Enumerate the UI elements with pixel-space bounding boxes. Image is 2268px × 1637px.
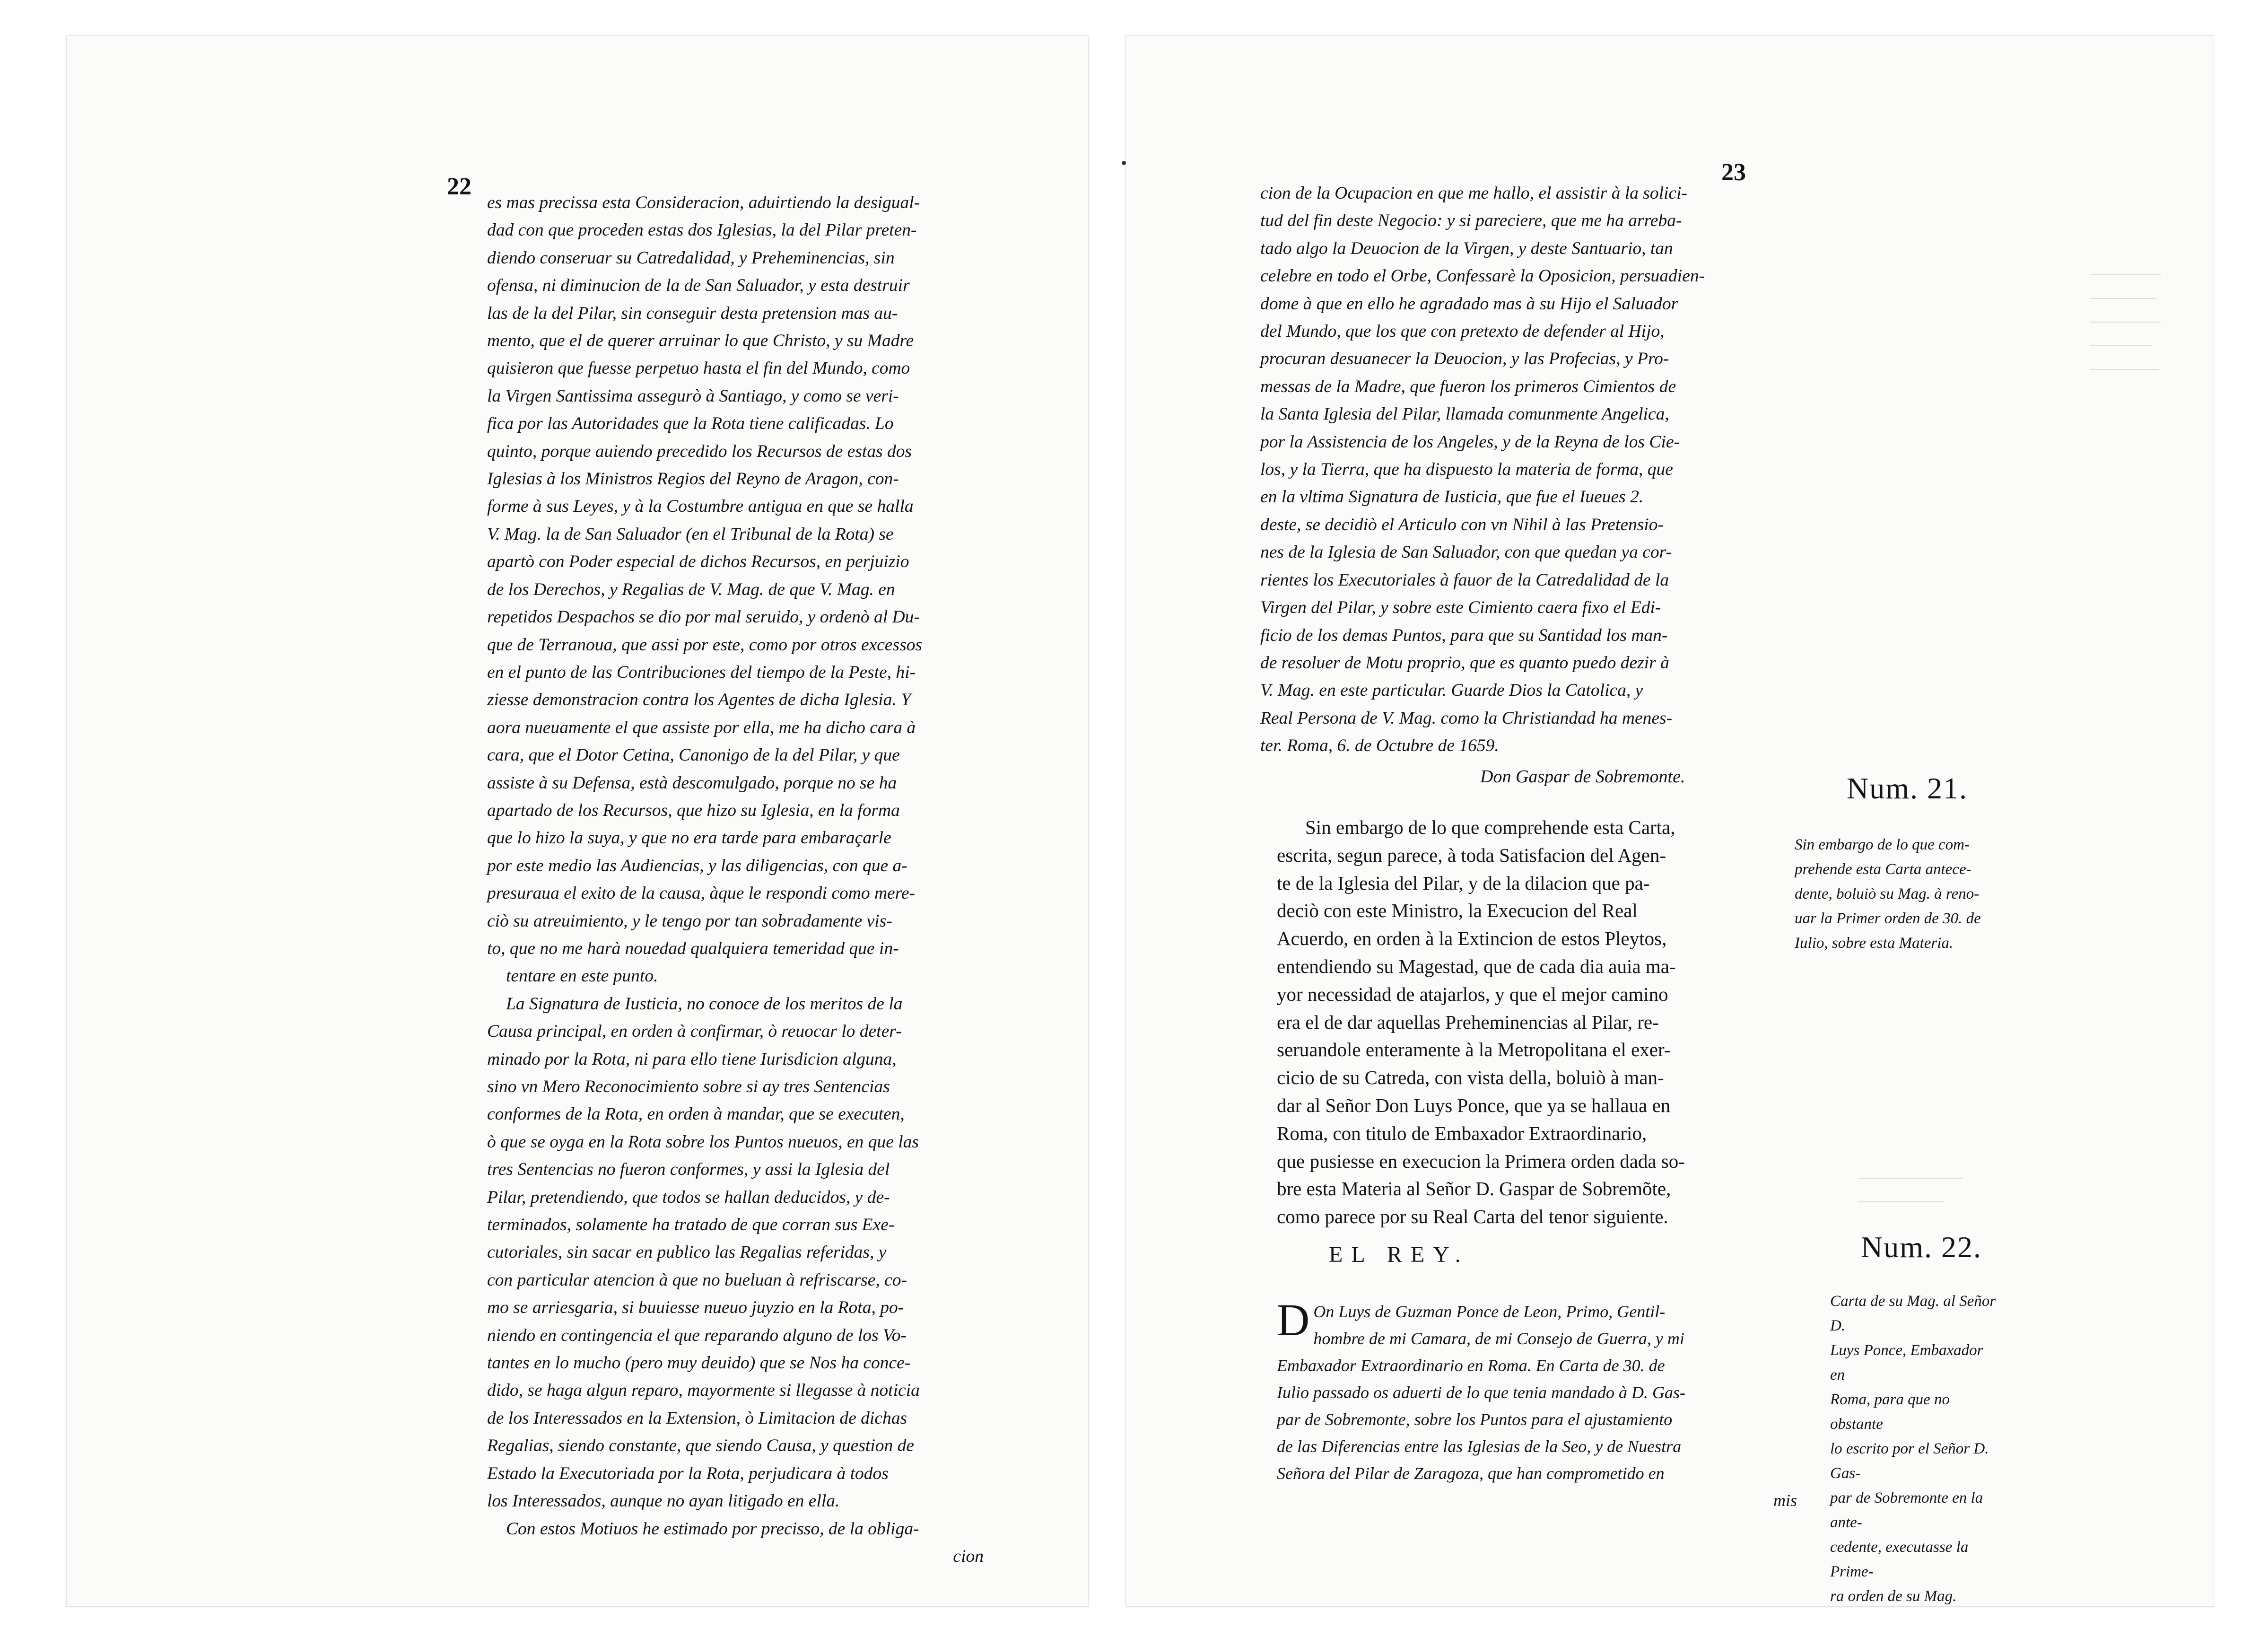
text-line: hombre de mi Camara, de mi Consejo de Guerra, y mi <box>1313 1329 1684 1348</box>
margin-note-line: ra orden de su Mag. <box>1830 1588 1957 1605</box>
text-line: Sin embargo de lo que comprehende esta Carta, <box>1305 816 1675 838</box>
text-line: conformes de la Rota, en orden à mandar, que se executen, <box>487 1104 905 1124</box>
text-line: Embaxador Extraordinario en Roma. En Carta de 30. de <box>1277 1356 1665 1375</box>
text-line: dome à que en ello he agradado mas à su Hijo el Saluador <box>1260 294 1678 314</box>
margin-note-line: lo escrito por el Señor D. Gas- <box>1830 1440 1989 1482</box>
margin-note-line: cedente, executasse la Prime- <box>1830 1539 1969 1580</box>
text-line: en el punto de las Contribuciones del tiempo de la Peste, hi- <box>487 662 916 682</box>
text-line: cion <box>953 1546 984 1566</box>
text-line: On Luys de Guzman Ponce de Leon, Primo, Gentil- <box>1313 1302 1666 1321</box>
text-line: que lo hizo la suya, y que no era tarde para embaraçarle <box>487 828 891 848</box>
page-number-right: 23 <box>1721 159 1746 186</box>
page-number-left: 22 <box>447 173 471 200</box>
text-line: presuraua el exito de la causa, àque le respondi como mere- <box>487 884 915 903</box>
text-line: dad con que proceden estas dos Iglesias, la del Pilar preten- <box>487 220 917 240</box>
text-line: Estado la Executoriada por la Rota, perjudicara à todos <box>487 1463 889 1483</box>
text-line: en la vltima Signatura de Iusticia, que fue el Iueues 2. <box>1260 487 1644 507</box>
gutter-dot <box>1122 161 1126 165</box>
text-line: Virgen del Pilar, y sobre este Cimiento caera fixo el Edi- <box>1260 598 1661 618</box>
margin-note-line: par de Sobremonte en la ante- <box>1830 1489 1983 1531</box>
el-rey-heading: EL REY. <box>1329 1242 1469 1267</box>
text-line: cara, que el Dotor Cetina, Canonigo de la del Pilar, y que <box>487 745 900 765</box>
text-line: terminados, solamente ha tratado de que corran sus Exe- <box>487 1215 895 1235</box>
text-line: mis <box>1773 1491 1797 1510</box>
text-line: ziesse demonstracion contra los Agentes de dicha Iglesia. Y <box>487 690 911 710</box>
text-line: Roma, con titulo de Embaxador Extraordinario, <box>1277 1122 1647 1144</box>
text-line: ficio de los demas Puntos, para que su Santidad los man- <box>1260 625 1668 645</box>
text-line: quisieron que fuesse perpetuo hasta el fin del Mundo, como <box>487 359 910 378</box>
text-line: las de la del Pilar, sin conseguir desta pretension mas au- <box>487 303 898 323</box>
text-line: procuran desuanecer la Deuocion, y las Profecias, y Pro- <box>1260 349 1669 369</box>
show-through-block <box>2090 265 2166 388</box>
text-line: de los Interessados en la Extension, ò Limitacion de dichas <box>487 1408 907 1428</box>
drop-cap: D <box>1277 1295 1310 1345</box>
text-line: tud del fin deste Negocio: y si pareciere, que me ha arreba- <box>1260 211 1682 231</box>
text-line: nes de la Iglesia de San Saluador, con que quedan ya cor- <box>1260 543 1672 562</box>
royal-letter-text <box>1277 1295 1797 1514</box>
text-line: por este medio las Audiencias, y las diligencias, con que a- <box>487 856 907 875</box>
text-line: apartado de los Recursos, que hizo su Iglesia, en la forma <box>487 800 900 820</box>
text-line: Pilar, pretendiendo, que todos se hallan deducidos, y de- <box>487 1187 890 1207</box>
text-line: ciò su atreuimiento, y le tengo por tan sobradamente vis- <box>487 911 892 931</box>
text-line: Señora del Pilar de Zaragoza, que han comprometido en <box>1277 1464 1665 1483</box>
margin-note-line: uar la Primer orden de 30. de <box>1795 910 1981 927</box>
text-line: de resoluer de Motu proprio, que es quanto puedo dezir à <box>1260 653 1669 673</box>
margin-note-line: Carta de su Mag. al Señor D. <box>1830 1293 1996 1334</box>
text-line: mo se arriesgaria, si buuiesse nueuo juyzio en la Rota, po- <box>487 1298 904 1318</box>
text-line: tado algo la Deuocion de la Virgen, y deste Santuario, tan <box>1260 238 1673 258</box>
text-line: tres Sentencias no fueron conformes, y assi la Iglesia del <box>487 1160 890 1180</box>
text-line: aora nueuamente el que assiste por ella, me ha dicho cara à <box>487 718 916 737</box>
text-line: Acuerdo, en orden à la Extincion de estos Pleytos, <box>1277 928 1667 950</box>
text-line: de los Derechos, y Regalias de V. Mag. de que V. Mag. en <box>487 579 895 599</box>
text-line: rientes los Executoriales à fauor de la Catredalidad de la <box>1260 570 1669 590</box>
margin-note-num21 <box>1795 832 2003 955</box>
text-line: Iulio passado os aduerti de lo que tenia mandado à D. Gas- <box>1277 1383 1685 1402</box>
text-line: Con estos Motiuos he estimado por precisso, de la obliga- <box>506 1519 919 1539</box>
margin-note-line: prehende esta Carta antece- <box>1795 861 1971 878</box>
text-line: Regalias, siendo constante, que siendo Causa, y question de <box>487 1436 915 1456</box>
text-line: forme à sus Leyes, y à la Costumbre antigua en que se halla <box>487 497 914 516</box>
text-line: celebre en todo el Orbe, Confessarè la Oposicion, persuadien- <box>1260 266 1705 286</box>
margin-note-line: Luys Ponce, Embaxador en <box>1830 1342 1983 1383</box>
text-line: apartò con Poder especial de dichos Recursos, en perjuizio <box>487 552 909 572</box>
text-line: la Virgen Santissima assegurò à Santiago, y como se veri- <box>487 386 899 406</box>
text-line: te de la Iglesia del Pilar, y de la dilacion que pa- <box>1277 872 1650 894</box>
margin-heading-num22: Num. 22. <box>1861 1230 1982 1264</box>
text-line: messas de la Madre, que fueron los primeros Cimientos de <box>1260 376 1676 396</box>
text-line: era el de dar aquellas Preheminencias al Pilar, re- <box>1277 1011 1659 1033</box>
royal-letter-lines <box>1277 1295 1797 1514</box>
signature: Don Gaspar de Sobremonte. <box>1480 767 1685 787</box>
text-line: bre esta Materia al Señor D. Gaspar de Sobremõte, <box>1277 1178 1671 1200</box>
text-line: tantes en lo mucho (pero muy deuido) que se Nos ha conce- <box>487 1353 911 1373</box>
text-line: diendo conseruar su Catredalidad, y Preheminencias, sin <box>487 248 895 268</box>
text-line: por la Assistencia de los Angeles, y de la Reyna de los Cie- <box>1260 432 1680 452</box>
text-line: to, que no me harà nouedad qualquiera temeridad que in- <box>487 938 899 958</box>
text-line: dar al Señor Don Luys Ponce, que ya se hallaua en <box>1277 1094 1671 1116</box>
text-line: es mas precissa esta Consideracion, aduirtiendo la desigual- <box>487 193 920 212</box>
text-line: yor necessidad de atajarlos, y que el mejor camino <box>1277 983 1668 1005</box>
text-line: que de Terranoua, que assi por este, como por otros excessos <box>487 635 923 655</box>
text-line: cutoriales, sin sacar en publico las Regalias referidas, y <box>487 1243 887 1262</box>
text-line: Causa principal, en orden à confirmar, ò reuocar lo deter- <box>487 1022 902 1042</box>
text-line: V. Mag. en este particular. Guarde Dios la Catolica, y <box>1260 681 1643 700</box>
text-line: ter. Roma, 6. de Octubre de 1659. <box>1260 736 1499 756</box>
text-line: niendo en contingencia el que reparando alguno de los Vo- <box>487 1325 907 1345</box>
text-line: escrita, segun parece, à toda Satisfacion del Agen- <box>1277 844 1666 866</box>
text-line: dido, se haga algun reparo, mayormente si llegasse à noticia <box>487 1381 920 1401</box>
text-line: del Mundo, que los que con pretexto de defender al Hijo, <box>1260 322 1665 341</box>
text-line: minado por la Rota, ni para ello tiene Iurisdicion alguna, <box>487 1049 897 1069</box>
text-line: Real Persona de V. Mag. como la Christiandad ha menes- <box>1260 708 1673 728</box>
margin-note-line: Roma, para que no obstante <box>1830 1391 1950 1433</box>
margin-note-line: Iulio, sobre esta Materia. <box>1795 935 1954 952</box>
show-through-block-2 <box>1858 1164 1981 1216</box>
text-line: tentare en este punto. <box>506 966 658 986</box>
text-line: entendiendo su Magestad, que de cada dia auia ma- <box>1277 955 1676 977</box>
text-line: ò que se oyga en la Rota sobre los Puntos nueuos, en que las <box>487 1132 919 1152</box>
text-line: deste, se decidiò el Articulo con vn Nihil à las Pretensio- <box>1260 515 1664 534</box>
text-line: ofensa, ni diminucion de la de San Saluador, y esta destruir <box>487 276 910 296</box>
text-line: mento, que el de querer arruinar lo que Christo, y su Madre <box>487 331 914 351</box>
text-line: assiste à su Defensa, està descomulgado, porque no se ha <box>487 773 897 793</box>
text-line: cicio de su Catreda, con vista della, boluiò à man- <box>1277 1067 1664 1089</box>
margin-heading-num21: Num. 21. <box>1847 771 1968 805</box>
text-line: seruandole enteramente à la Metropolitana el exer- <box>1277 1039 1671 1061</box>
text-line: fica por las Autoridades que la Rota tiene calificadas. Lo <box>487 414 894 434</box>
text-line: deciò con este Ministro, la Execucion del Real <box>1277 900 1638 922</box>
text-line: que pusiesse en execucion la Primera orden dada so- <box>1277 1150 1685 1172</box>
margin-note-num22 <box>1830 1289 2000 1609</box>
text-line: sino vn Mero Reconocimiento sobre si ay tres Sentencias <box>487 1077 890 1096</box>
text-line: la Santa Iglesia del Pilar, llamada comunmente Angelica, <box>1260 404 1669 424</box>
text-line: como parece por su Real Carta del tenor siguiente. <box>1277 1206 1668 1228</box>
left-page-text <box>487 189 984 1570</box>
text-line: con particular atencion à que no bueluan à refriscarse, co- <box>487 1270 907 1290</box>
margin-note-line: dente, boluiò su Mag. à reno- <box>1795 885 1980 902</box>
text-line: los, y la Tierra, que ha dispuesto la materia de forma, que <box>1260 460 1673 480</box>
margin-note-line: Sin embargo de lo que com- <box>1795 836 1970 853</box>
text-line: par de Sobremonte, sobre los Puntos para el ajustamiento <box>1277 1410 1673 1429</box>
text-line: repetidos Despachos se dio por mal seruido, y ordenò al Du- <box>487 607 920 627</box>
text-line: los Interessados, aunque no ayan litigado en ella. <box>487 1491 840 1511</box>
right-page-letter-text <box>1260 180 1809 760</box>
text-line: de las Diferencias entre las Iglesias de la Seo, y de Nuestra <box>1277 1437 1682 1456</box>
narrative-paragraph <box>1277 814 1797 1231</box>
text-line: cion de la Ocupacion en que me hallo, el assistir à la solici- <box>1260 184 1687 203</box>
text-line: Iglesias à los Ministros Regios del Reyno de Aragon, con- <box>487 469 899 489</box>
text-line: quinto, porque auiendo precedido los Recursos de estas dos <box>487 441 912 461</box>
text-line: V. Mag. la de San Saluador (en el Tribunal de la Rota) se <box>487 524 894 544</box>
text-line: La Signatura de Iusticia, no conoce de los meritos de la <box>506 994 903 1014</box>
